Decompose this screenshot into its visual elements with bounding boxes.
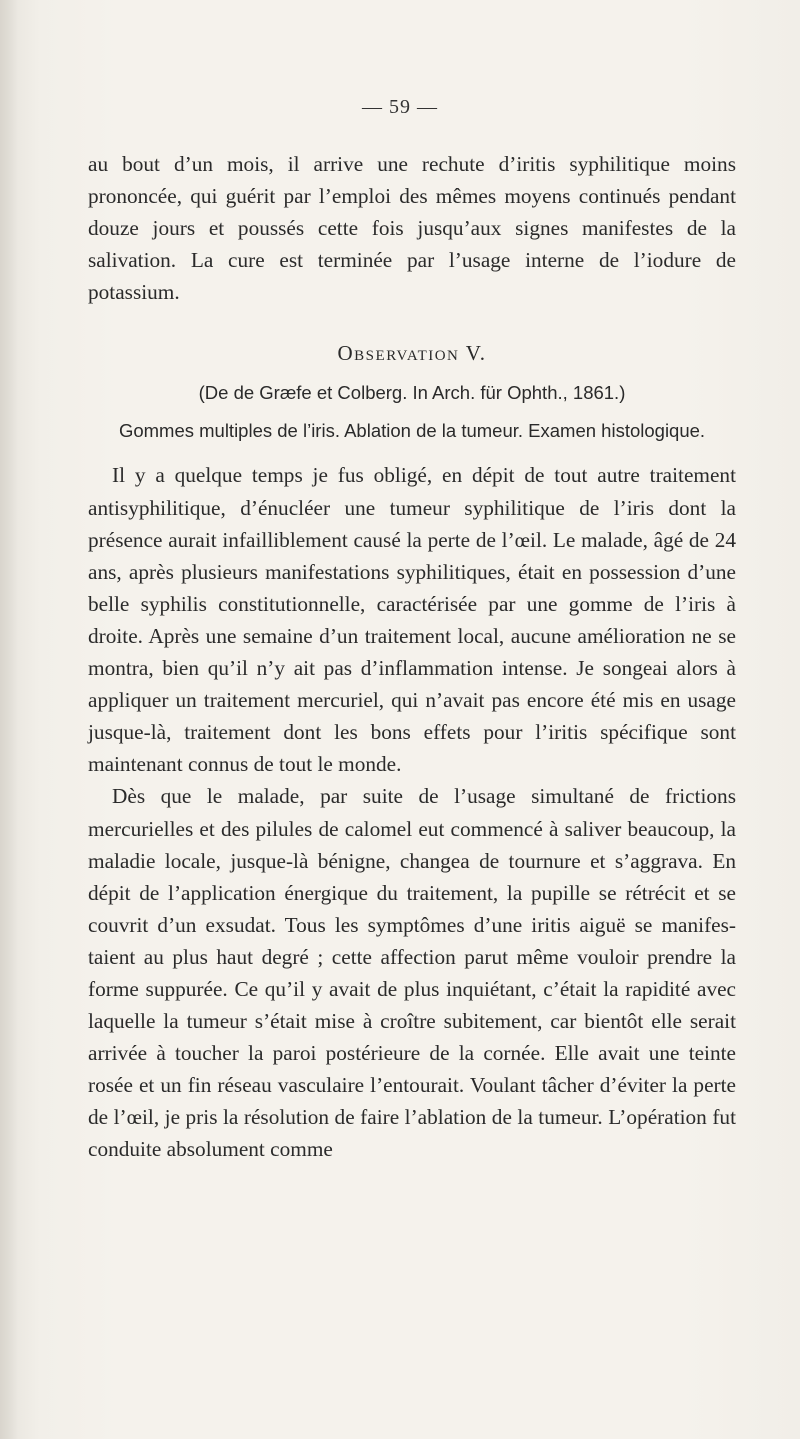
observation-heading: Observation V. xyxy=(337,341,487,366)
observation-source: (De de Græfe et Colberg. In Arch. für Ophth., 1861.) xyxy=(198,382,626,404)
page-body xyxy=(88,148,736,1166)
page-number: — 59 — xyxy=(362,96,438,118)
continued-paragraph: au bout d’un mois, il arrive une rechute d’iritis syphilitique moins prononcée, qui guérit par l’emploi des mêmes moyens continués pendant douze jours et poussés cette fois jusqu’aux signes manifestes de la salivation. La cure est terminée par l’usage interne de l’iodure de potassium. xyxy=(88,152,736,305)
observation-paragraph-1: Il y a quelque temps je fus obligé, en dépit de tout autre traitement antisyphilitique, d’énucléer une tumeur syphilitique de l’iris dont la présence aurait infailliblement causé la perte de l’œil. Le malade, âgé de 24 ans, après plusieurs manifestations syphilitiques, était en possession d’une belle syphilis constitutionnelle, caractérisée par une gomme de l’iris à droite. Après une semaine d’un traitement local, aucune amélioration ne se montra, bien qu’il n’y ait pas d’inflammation intense. Je songeai alors à appliquer un traitement mercuriel, qui n’avait pas encore été mis en usage jusque-là, traitement dont les bons effets pour l’iritis spécifique sont maintenant connus de tout le monde. xyxy=(88,463,736,777)
observation-paragraph-2: Dès que le malade, par suite de l’usage simultané de frictions mercurielles et des pilules de calomel eut commencé à saliver beaucoup, la maladie locale, jusque-là bénigne, changea de tournure et s’aggrava. En dépit de l’application énergique du traitement, la pupille se rétrécit et se couvrit d’un exsudat. Tous les symptômes d’une iritis aiguë se manifestaient au plus haut degré ; cette affection parut même vouloir prendre la forme suppurée. Ce qu’il y avait de plus inquiétant, c’était la rapidité avec laquelle la tumeur s’était mise à croître subitement, car bientôt elle serait arrivée à toucher la paroi postérieure de la cornée. Elle avait une teinte rosée et un fin réseau vasculaire l’entourait. Voulant tâcher d’éviter la perte de l’œil, je pris la résolution de faire l’ablation de la tumeur. L’opération fut conduite absolument comme xyxy=(88,784,736,1162)
observation-subtitle: Gommes multiples de l’iris. Ablation de la tumeur. Examen histologique. xyxy=(118,420,706,442)
page-binding-shadow xyxy=(0,0,18,1439)
